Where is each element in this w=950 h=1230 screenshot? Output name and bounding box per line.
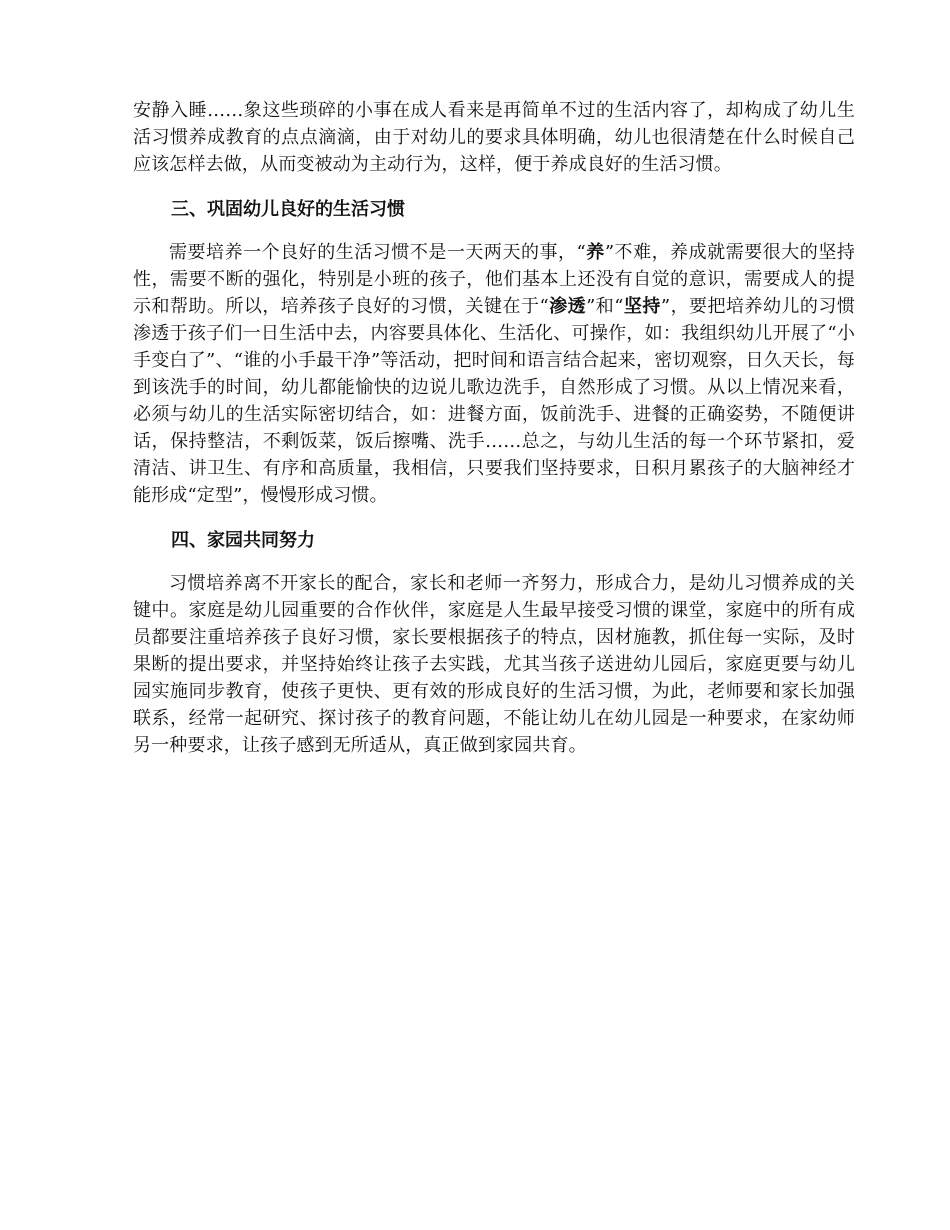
emphasis-shentou: 渗透 (548, 296, 587, 317)
emphasis-yang: 养 (585, 242, 605, 263)
paragraph-consolidate-habits (133, 239, 855, 509)
text-run: ”，要把培养幼儿的习惯渗透于孩子们一日生活中去，内容要具体化、生活化、可操作，如：我组织幼儿开展了“小手变白了”、“谁的小手最干净”等活动，把时间和语言结合起来，密切观察，日久天长，每到该洗手的时间，幼儿都能愉快的边说儿歌边洗手，自然形成了习惯。从以上情况来看，必须与幼儿的生活实际密切结合，如：进餐方面，饭前洗手、进餐的正确姿势，不随便讲话，保持整洁，不剩饭菜，饭后擦嘴、洗手……总之，与幼儿生活的每一个环节紧扣，爱清洁、讲卫生、有序和高质量，我相信，只要我们坚持要求，日积月累孩子的大脑神经才能形成“定型”，慢慢形成习惯。 (133, 296, 855, 506)
text-run: 需要培养一个良好的生活习惯不是一天两天的事，“ (169, 242, 586, 263)
section-heading-four: 四、家园共同努力 (171, 530, 315, 551)
paragraph-home-school: 习惯培养离不开家长的配合，家长和老师一齐努力，形成合力，是幼儿习惯养成的关键中。家庭是幼儿园重要的合作伙伴，家庭是人生最早接受习惯的课堂，家庭中的所有成员都要注重培养孩子良好习惯，家长要根据孩子的特点，因材施教，抓住每一实际，及时果断的提出要求，并坚持始终让孩子去实践，尤其当孩子送进幼儿园后，家庭更要与幼儿园实施同步教育，使孩子更快、更有效的形成良好的生活习惯，为此，老师要和家长加强联系，经常一起研究、探讨孩子的教育问题，不能让幼儿在幼儿园是一种要求，在家幼师另一种要求，让孩子感到无所适从，真正做到家园共育。 (133, 573, 855, 756)
document-body (133, 97, 855, 759)
section-heading-three: 三、巩固幼儿良好的生活习惯 (171, 199, 405, 220)
emphasis-jianchi: 坚持 (623, 296, 661, 317)
text-run: ”不难，养成就需要很大的坚持性，需要不断的强化，特别是小班的孩子，他们基本上还没有自觉的意识，需要成人的提示和帮助。所以，培养孩子良好的习惯，关键在于“ (133, 242, 855, 317)
text-run: ”和“ (586, 296, 624, 317)
paragraph-continuation: 安静入睡……象这些琐碎的小事在成人看来是再简单不过的生活内容了，却构成了幼儿生活习惯养成教育的点点滴滴，由于对幼儿的要求具体明确，幼儿也很清楚在什么时候自己应该怎样去做，从而变被动为主动行为，这样，便于养成良好的生活习惯。 (133, 100, 855, 175)
